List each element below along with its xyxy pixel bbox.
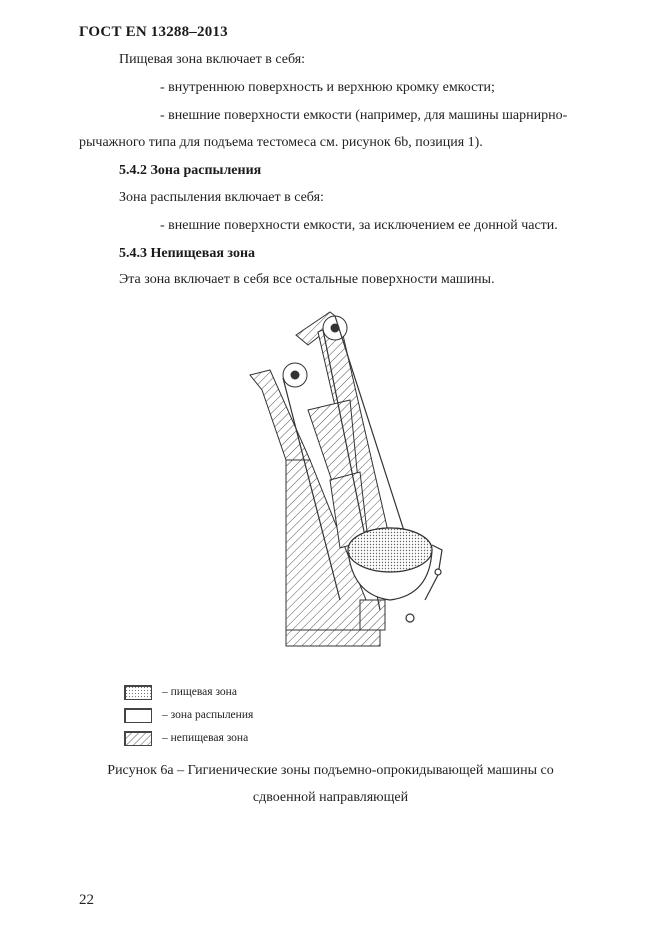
document-header: ГОСТ EN 13288–2013	[79, 24, 228, 40]
figure-caption-line-2: сдвоенной направляющей	[252, 790, 409, 805]
section-5-4-2-title: 5.4.2 Зона распыления	[119, 163, 262, 178]
section-5-4-2-text: Зона распыления включает в себя:	[119, 190, 324, 205]
machine-figure	[240, 300, 450, 660]
food-zone-item-2-line-2: рычажного типа для подъема тестомеса см. рисунок 6b, позиция 1).	[79, 135, 483, 150]
food-zone-intro: Пищевая зона включает в себя:	[119, 52, 306, 67]
legend-non-food-zone	[124, 730, 248, 746]
page-number: 22	[79, 892, 94, 908]
section-5-4-3-title: 5.4.3 Непищевая зона	[119, 246, 256, 261]
section-5-4-3-text: Эта зона включает в себя все остальные поверхности машины.	[119, 272, 495, 287]
legend-blank-swatch	[124, 708, 152, 723]
section-5-4-2-item: - внешние поверхности емкости, за исключением ее донной части.	[160, 218, 558, 233]
legend-hatched-swatch	[124, 731, 152, 746]
food-zone-item-2-line-1: - внешние поверхности емкости (например, для машины шарнирно-	[160, 108, 568, 123]
legend-dotted-swatch	[124, 685, 152, 700]
legend-label: – пищевая зона	[162, 686, 237, 698]
figure-caption-line-1: Рисунок 6a – Гигиенические зоны подъемно-опрокидывающей машины со	[107, 763, 554, 778]
legend-label: – непищевая зона	[162, 732, 249, 744]
food-zone-item-1: - внутреннюю поверхность и верхнюю кромку емкости;	[160, 80, 495, 95]
legend-food-zone	[124, 684, 237, 700]
legend-label: – зона распыления	[162, 709, 254, 721]
legend-spray-zone	[124, 707, 253, 723]
